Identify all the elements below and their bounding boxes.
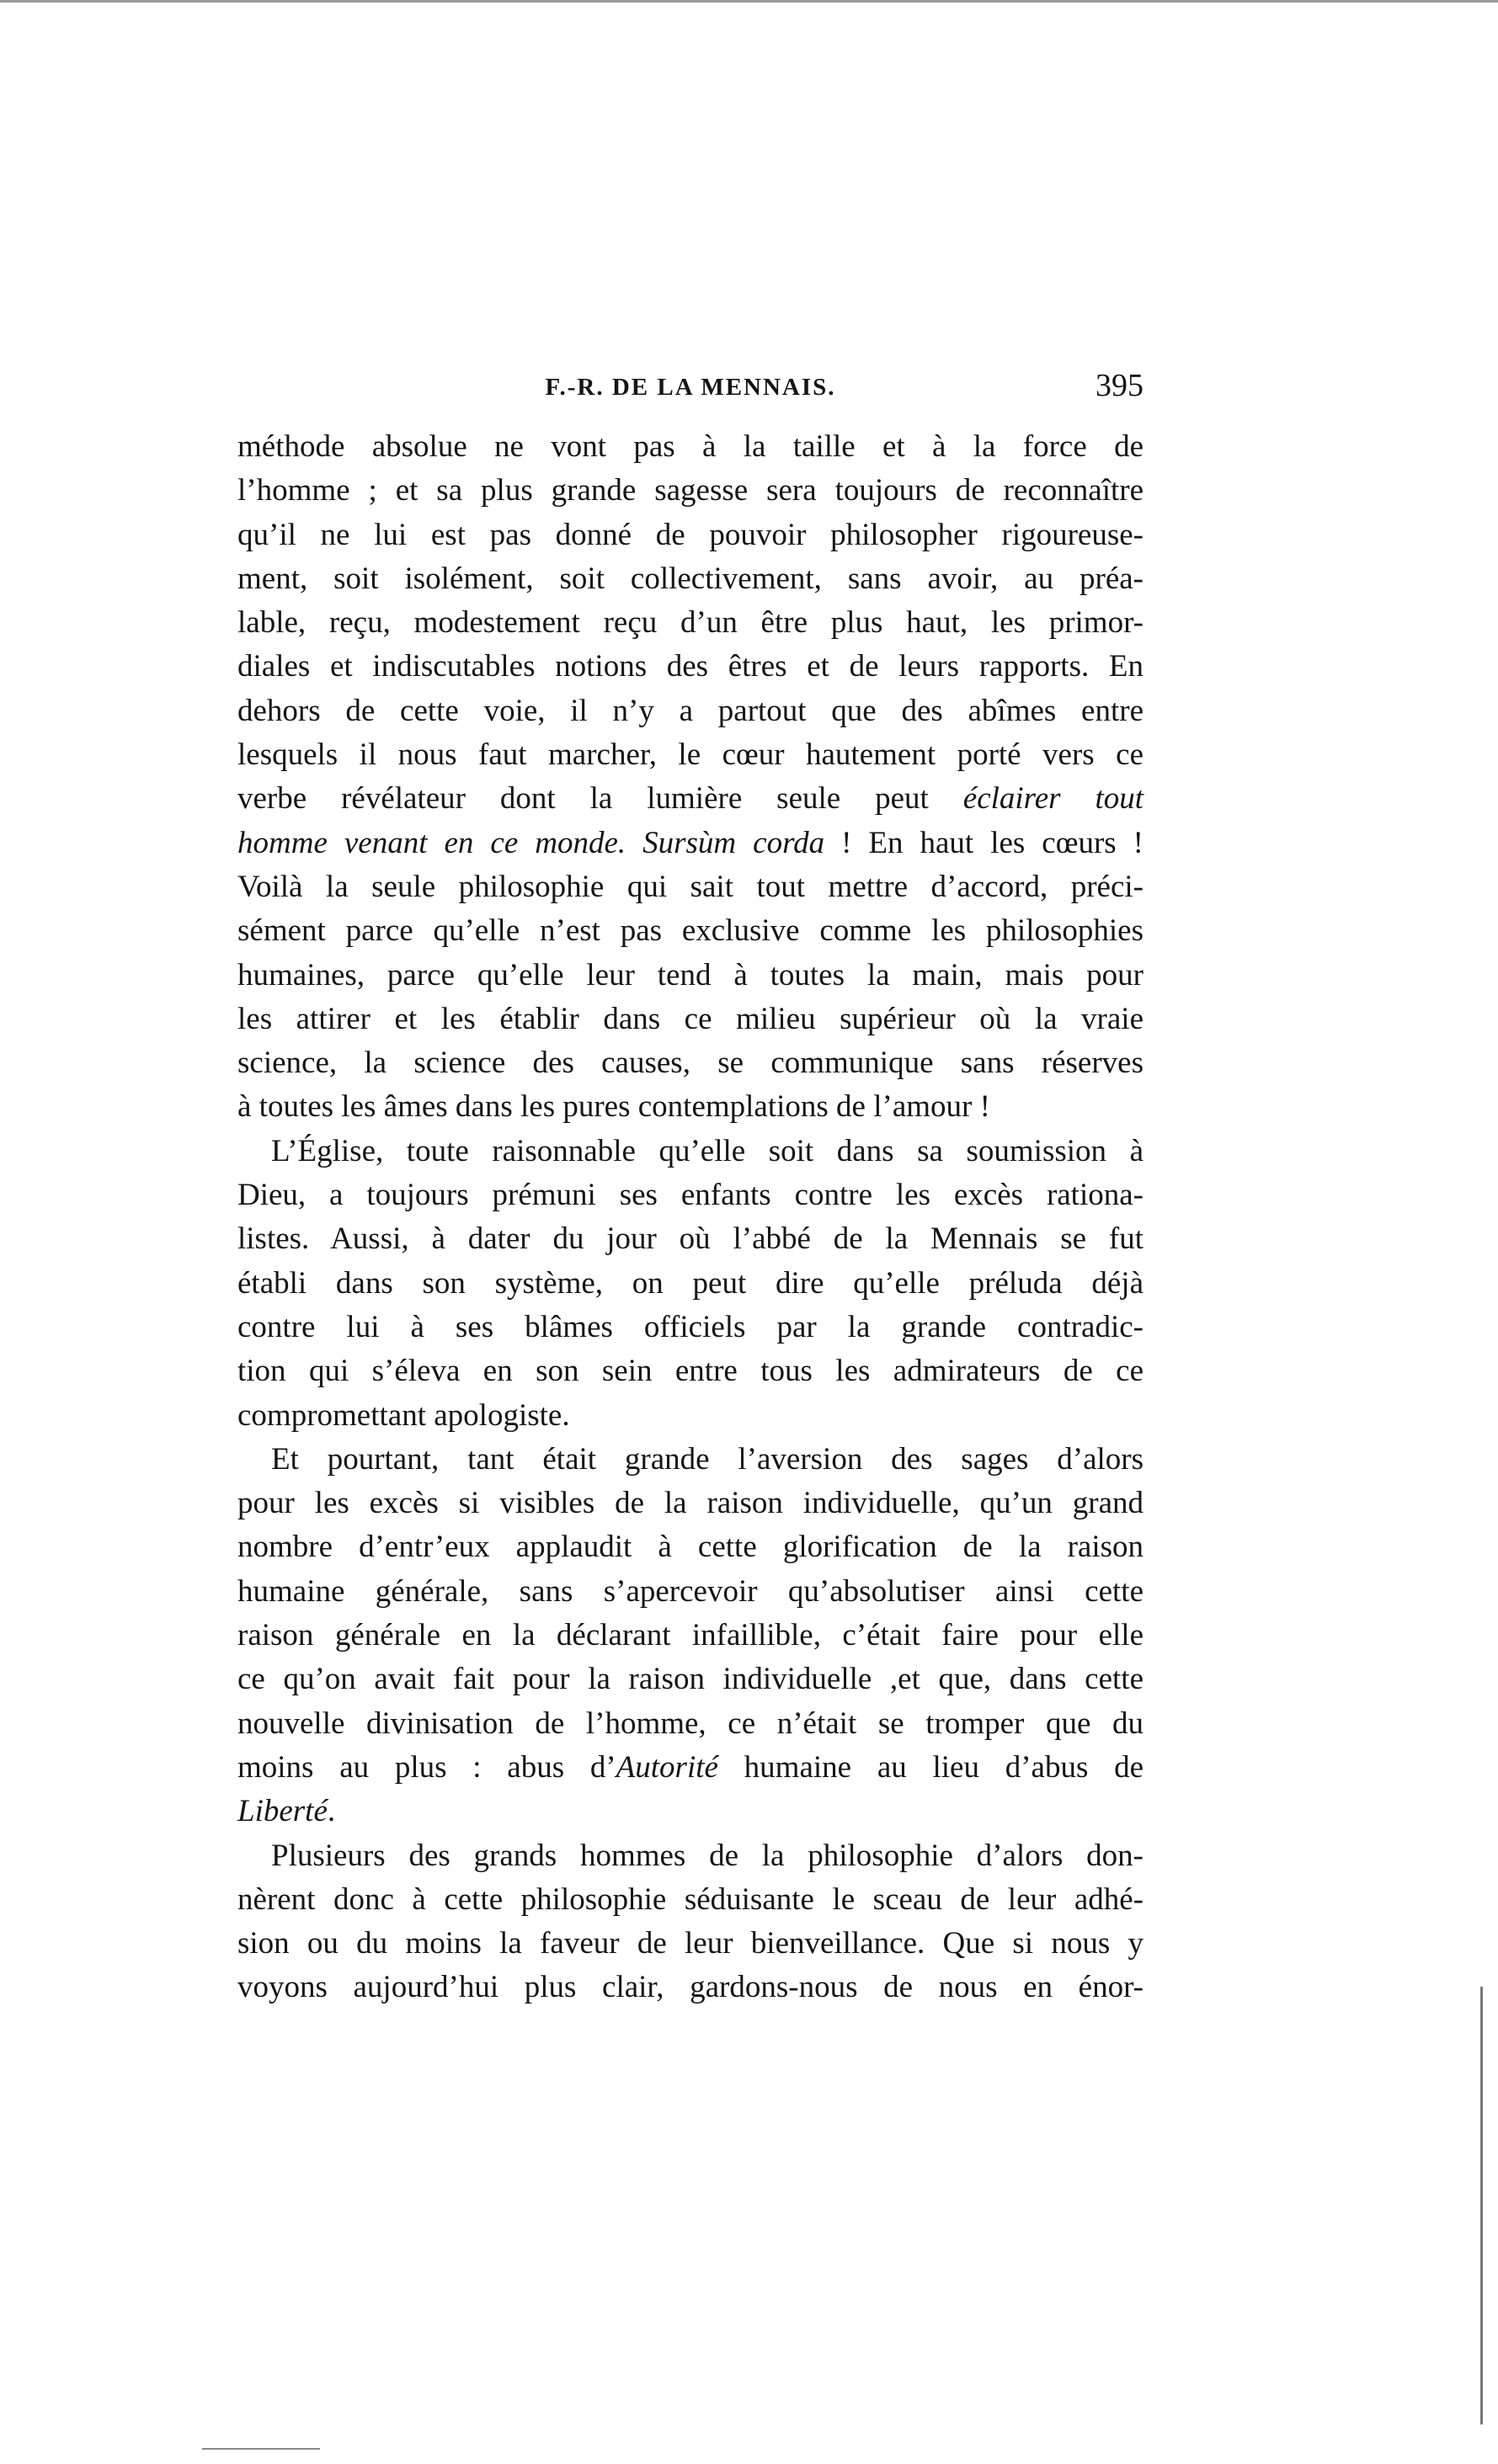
- text-segment: ! En haut les cœurs !: [824, 825, 1143, 860]
- text-segment: .: [327, 1794, 336, 1829]
- text-line: [237, 865, 1143, 909]
- text-segment: L’Église, toute raisonnable qu’elle soit dans sa soumission à: [271, 1133, 1143, 1168]
- text-line: [237, 1614, 1143, 1658]
- text-line: [237, 998, 1143, 1041]
- text-segment: humaine au lieu d’abus de: [717, 1749, 1143, 1785]
- running-title: F.-R. DE LA MENNAIS.: [545, 374, 836, 401]
- text-segment: lesquels il nous faut marcher, le cœur hautement porté vers ce: [237, 737, 1143, 773]
- italic-text: Autorité: [616, 1749, 718, 1785]
- text-line: [237, 909, 1143, 953]
- text-line: [237, 1834, 1143, 1878]
- text-line: [237, 1658, 1143, 1701]
- text-line: [237, 601, 1143, 645]
- page-number: 395: [1096, 368, 1143, 403]
- text-line: [237, 1570, 1143, 1614]
- text-line: [237, 425, 1143, 469]
- text-line: [237, 733, 1143, 777]
- text-segment: moins au plus : abus d’: [237, 1749, 616, 1785]
- text-segment: nèrent donc à cette philosophie séduisante le sceau de leur adhé-: [237, 1881, 1143, 1917]
- text-segment: Voilà la seule philosophie qui sait tout mettre d’accord, préci-: [237, 869, 1143, 904]
- text-line: [237, 1790, 1143, 1833]
- text-segment: Et pourtant, tant était grande l’aversion des sages d’alors: [271, 1441, 1143, 1477]
- text-segment: nouvelle divinisation de l’homme, ce n’était se tromper que du: [237, 1706, 1143, 1741]
- text-segment: à toutes les âmes dans les pures contemplations de l’amour !: [237, 1089, 990, 1125]
- text-segment: l’homme ; et sa plus grande sagesse sera toujours de reconnaître: [237, 473, 1143, 508]
- scan-edge-right: [1480, 1987, 1483, 2424]
- text-line: [237, 1482, 1143, 1525]
- text-line: [237, 1922, 1143, 1966]
- text-line: [237, 1394, 1143, 1438]
- text-segment: voyons aujourd’hui plus clair, gardons-nous de nous en énor-: [237, 1970, 1143, 2005]
- text-line: [237, 1173, 1143, 1217]
- text-segment: listes. Aussi, à dater du jour où l’abbé de la Mennais se fut: [237, 1221, 1143, 1257]
- scan-edge-top: [0, 0, 1498, 3]
- text-line: [237, 954, 1143, 998]
- text-segment: Dieu, a toujours prémuni ses enfants contre les excès rationa-: [237, 1178, 1143, 1213]
- italic-text: homme venant en ce monde. Sursùm corda: [237, 825, 825, 860]
- text-segment: établi dans son système, on peut dire qu’elle préluda déjà: [237, 1265, 1143, 1301]
- text-segment: qu’il ne lui est pas donné de pouvoir philosopher rigoureuse-: [237, 517, 1143, 552]
- text-line: [237, 1966, 1143, 2009]
- text-segment: les attirer et les établir dans ce milieu supérieur où la vraie: [237, 1001, 1143, 1036]
- text-segment: diales et indiscutables notions des êtres et de leurs rapports. En: [237, 649, 1143, 684]
- text-segment: verbe révélateur dont la lumière seule peut: [237, 781, 963, 817]
- text-segment: méthode absolue ne vont pas à la taille et à la force de: [237, 429, 1143, 464]
- text-segment: ment, soit isolément, soit collectivement, sans avoir, au préa-: [237, 561, 1143, 596]
- text-segment: humaine générale, sans s’apercevoir qu’absolutiser ainsi cette: [237, 1573, 1143, 1609]
- text-line: [237, 689, 1143, 733]
- text-segment: lable, reçu, modestement reçu d’un être plus haut, les primor-: [237, 605, 1143, 641]
- text-segment: contre lui à ses blâmes officiels par la grande contradic-: [237, 1309, 1143, 1344]
- text-line: [237, 1085, 1143, 1129]
- text-line: [237, 1130, 1143, 1173]
- text-line: [237, 777, 1143, 821]
- text-segment: nombre d’entr’eux applaudit à cette glorification de la raison: [237, 1530, 1143, 1565]
- page-header: [237, 370, 1143, 411]
- body-text: [237, 425, 1143, 2010]
- text-segment: sément parce qu’elle n’est pas exclusive comme les philosophies: [237, 913, 1143, 949]
- italic-text: Liberté: [237, 1794, 328, 1829]
- text-line: [237, 1306, 1143, 1349]
- text-segment: sion ou du moins la faveur de leur bienveillance. Que si nous y: [237, 1926, 1143, 1961]
- text-segment: Plusieurs des grands hommes de la philosophie d’alors don-: [271, 1838, 1143, 1873]
- text-line: [237, 1702, 1143, 1746]
- text-line: [237, 1438, 1143, 1482]
- text-segment: raison générale en la déclarant infaillible, c’était faire pour elle: [237, 1618, 1143, 1653]
- text-line: [237, 1525, 1143, 1569]
- text-line: [237, 1746, 1143, 1790]
- text-line: [237, 645, 1143, 689]
- text-line: [237, 469, 1143, 513]
- text-segment: science, la science des causes, se communique sans réserves: [237, 1046, 1143, 1081]
- text-line: [237, 1349, 1143, 1393]
- text-line: [237, 1878, 1143, 1922]
- text-line: [237, 1217, 1143, 1261]
- text-segment: compromettant apologiste.: [237, 1397, 570, 1433]
- text-line: [237, 1262, 1143, 1306]
- text-segment: ce qu’on avait fait pour la raison individuelle ,et que, dans cette: [237, 1662, 1143, 1697]
- text-segment: pour les excès si visibles de la raison individuelle, qu’un grand: [237, 1486, 1143, 1521]
- text-line: [237, 557, 1143, 601]
- italic-text: éclairer tout: [962, 781, 1144, 817]
- text-segment: tion qui s’éleva en son sein entre tous les admirateurs de ce: [237, 1354, 1143, 1389]
- text-line: [237, 514, 1143, 557]
- text-line: [237, 1041, 1143, 1085]
- scan-edge-bottom: [202, 2448, 320, 2450]
- text-line: [237, 822, 1143, 865]
- text-segment: dehors de cette voie, il n’y a partout que des abîmes entre: [237, 693, 1143, 728]
- text-segment: humaines, parce qu’elle leur tend à toutes la main, mais pour: [237, 957, 1143, 993]
